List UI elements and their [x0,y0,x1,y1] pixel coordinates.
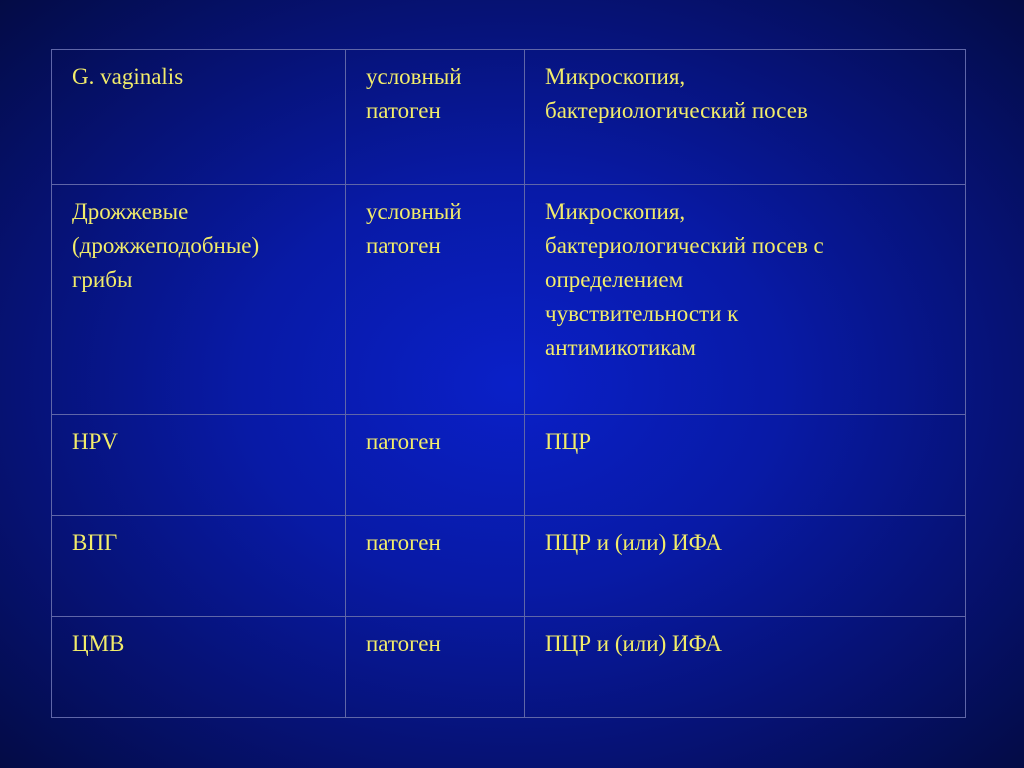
organism-cell: Дрожжевые (дрожжеподобные) грибы [52,185,346,415]
diagnostics-cell: ПЦР и (или) ИФА [525,516,966,617]
status-cell: патоген [346,516,525,617]
table-row [52,617,966,718]
table-row [52,516,966,617]
organism-cell: ЦМВ [52,617,346,718]
organism-cell: HPV [52,415,346,516]
status-cell: условный патоген [346,50,525,185]
diagnostics-cell: Микроскопия, бактериологический посев с определением чувствительности к антимикотикам [525,185,966,415]
diagnostics-cell: ПЦР и (или) ИФА [525,617,966,718]
organism-cell: ВПГ [52,516,346,617]
status-cell: условный патоген [346,185,525,415]
diagnostics-cell: ПЦР [525,415,966,516]
table-row [52,50,966,185]
status-cell: патоген [346,617,525,718]
table-row [52,415,966,516]
status-cell: патоген [346,415,525,516]
diagnostics-cell: Микроскопия, бактериологический посев [525,50,966,185]
pathogen-diagnostics-table [51,49,966,718]
organism-cell: G. vaginalis [52,50,346,185]
table-row [52,185,966,415]
